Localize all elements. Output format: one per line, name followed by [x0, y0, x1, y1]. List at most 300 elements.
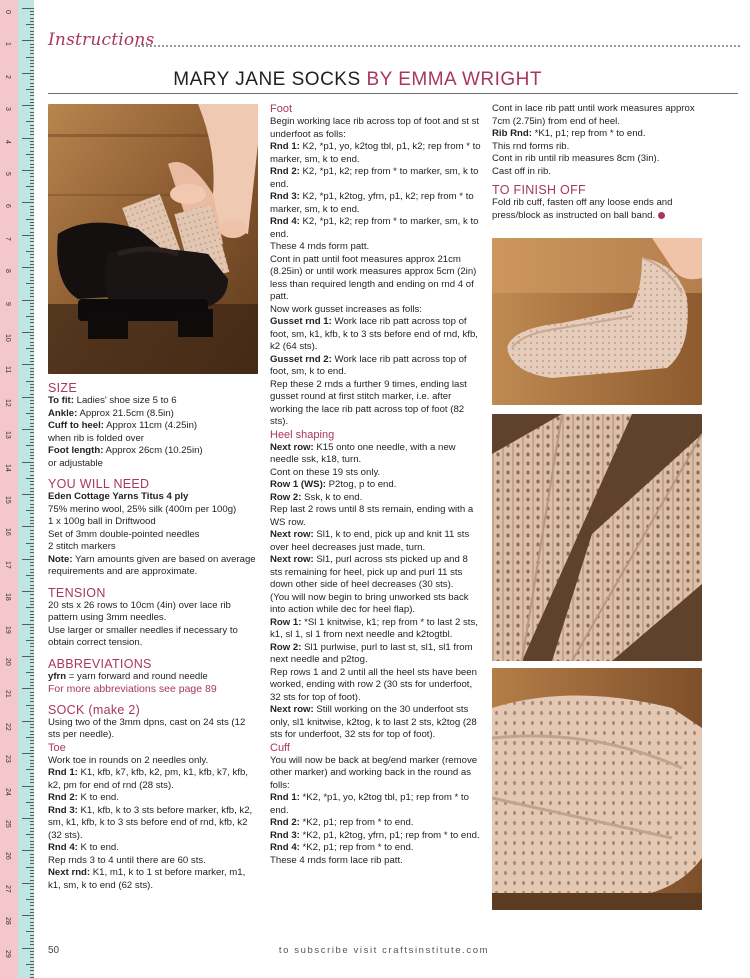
- ruler-tick: [30, 228, 34, 229]
- ruler-tick: [22, 170, 34, 171]
- ruler-tick: [30, 912, 34, 913]
- ruler-tick: [26, 931, 34, 932]
- ruler-tick: [22, 40, 34, 41]
- ruler-tick: [26, 57, 34, 58]
- ruler-tick: [30, 682, 34, 683]
- ruler-tick: [30, 241, 34, 242]
- photo-sock-side-view: [492, 238, 702, 405]
- ruler-tick: [22, 494, 34, 495]
- ruler-tick: [30, 261, 34, 262]
- ruler-number: 23: [4, 755, 11, 763]
- pattern-title: [48, 69, 738, 91]
- ruler-tick: [30, 277, 34, 278]
- ruler-tick: [30, 643, 34, 644]
- ruler-tick: [26, 381, 34, 382]
- ruler-tick: [30, 37, 34, 38]
- ruler-tick: [30, 374, 34, 375]
- column-3: Cont in lace rib patt until work measures approx 7cm (2.75in) from end of heel. Rib Rnd: *K1, p1; rep from * to end. This rnd forms rib. Cont in rib until rib measures 8cm (3in). Cast off in rib. TO FINISH OFF Fold rib cuff, fasten off any loose ends and press/block as instructed on ball band.: [492, 103, 704, 222]
- ruler-tick: [30, 718, 34, 719]
- ruler-tick: [26, 510, 34, 511]
- ruler-tick: [22, 105, 34, 106]
- ruler-tick: [30, 731, 34, 732]
- ruler-tick: [30, 475, 34, 476]
- ruler-tick: [30, 633, 34, 634]
- ruler-tick: [30, 115, 34, 116]
- ruler-tick: [26, 640, 34, 641]
- ruler-tick: [26, 89, 34, 90]
- ruler-tick: [30, 27, 34, 28]
- ruler-number: 13: [4, 431, 11, 439]
- ruler-tick: [30, 83, 34, 84]
- ruler-tick: [30, 335, 34, 336]
- ruler-tick: [30, 902, 34, 903]
- ruler-number: 8: [4, 269, 11, 274]
- ruler-tick: [30, 857, 34, 858]
- ruler-tick: [22, 300, 34, 301]
- ruler-number: 21: [4, 690, 11, 699]
- ruler-tick: [30, 303, 34, 304]
- ruler-tick: [30, 909, 34, 910]
- ruler-number: 3: [4, 107, 11, 112]
- ruler-tick: [30, 270, 34, 271]
- ruler-tick: [30, 66, 34, 67]
- ruler-tick: [30, 432, 34, 433]
- finish-heading: TO FINISH OFF: [492, 183, 586, 197]
- ruler-tick: [30, 394, 34, 395]
- ruler-tick: [30, 416, 34, 417]
- ruler-tick: [30, 588, 34, 589]
- ruler-tick: [30, 776, 34, 777]
- ruler-tick: [30, 552, 34, 553]
- title-author: BY EMMA WRIGHT: [366, 69, 542, 90]
- ruler-tick: [30, 546, 34, 547]
- page-number: 50: [48, 945, 60, 956]
- ruler-number: 5: [4, 172, 11, 176]
- ruler-tick: [22, 883, 34, 884]
- ruler-tick: [26, 834, 34, 835]
- ruler-tick: [26, 251, 34, 252]
- ruler-tick: [30, 782, 34, 783]
- ruler-tick: [30, 669, 34, 670]
- ruler-tick: [30, 617, 34, 618]
- ruler-tick: [30, 238, 34, 239]
- ruler-tick: [30, 407, 34, 408]
- ruler-tick: [30, 880, 34, 881]
- ruler-number: 27: [4, 884, 11, 893]
- ruler-tick: [30, 611, 34, 612]
- ruler-number: 7: [4, 236, 11, 241]
- ruler-tick: [30, 905, 34, 906]
- ruler-tick: [30, 513, 34, 514]
- ruler-tick: [30, 296, 34, 297]
- ruler-tick: [30, 938, 34, 939]
- ruler-tick: [26, 24, 34, 25]
- side-ruler: [0, 0, 34, 978]
- ruler-tick: [30, 95, 34, 96]
- ruler-tick: [22, 73, 34, 74]
- ruler-tick: [30, 18, 34, 19]
- ruler-tick: [30, 578, 34, 579]
- ruler-tick: [30, 164, 34, 165]
- ruler-tick: [22, 397, 34, 398]
- size-heading: SIZE: [48, 381, 77, 395]
- ruler-tick: [30, 711, 34, 712]
- ruler-tick: [30, 31, 34, 32]
- ruler-tick: [22, 235, 34, 236]
- ruler-tick: [30, 134, 34, 135]
- ruler-tick: [30, 361, 34, 362]
- ruler-tick: [22, 656, 34, 657]
- ruler-tick: [30, 922, 34, 923]
- ruler-tick: [26, 964, 34, 965]
- ruler-tick: [30, 692, 34, 693]
- ruler-tick: [30, 562, 34, 563]
- ruler-tick: [22, 364, 34, 365]
- ruler-tick: [26, 316, 34, 317]
- ruler-tick: [30, 812, 34, 813]
- ruler-tick: [30, 471, 34, 472]
- toe-heading: Toe: [48, 741, 66, 754]
- ruler-tick: [30, 86, 34, 87]
- ruler-tick: [30, 254, 34, 255]
- ruler-tick: [30, 659, 34, 660]
- ruler-tick: [30, 941, 34, 942]
- ruler-tick: [30, 530, 34, 531]
- ruler-tick: [30, 102, 34, 103]
- ruler-tick: [30, 76, 34, 77]
- ruler-tick: [30, 886, 34, 887]
- ruler-tick: [30, 896, 34, 897]
- ruler-tick: [30, 662, 34, 663]
- ruler-tick: [30, 824, 34, 825]
- ruler-tick: [30, 653, 34, 654]
- ruler-tick: [30, 34, 34, 35]
- ruler-tick: [30, 630, 34, 631]
- ruler-tick: [26, 575, 34, 576]
- ruler-tick: [30, 345, 34, 346]
- ruler-tick: [30, 290, 34, 291]
- ruler-tick: [30, 468, 34, 469]
- ruler-number: 17: [4, 560, 11, 569]
- ruler-tick: [30, 488, 34, 489]
- ruler-tick: [30, 309, 34, 310]
- sock-heading: SOCK (make 2): [48, 702, 141, 717]
- ruler-tick: [30, 957, 34, 958]
- ruler-tick: [30, 44, 34, 45]
- ruler-number: 28: [4, 917, 11, 925]
- ruler-tick: [30, 536, 34, 537]
- ruler-tick: [30, 338, 34, 339]
- ruler-tick: [30, 403, 34, 404]
- ruler-tick: [30, 180, 34, 181]
- ruler-tick: [30, 141, 34, 142]
- tension-heading: TENSION: [48, 585, 106, 600]
- ruler-tick: [30, 484, 34, 485]
- ruler-tick: [30, 847, 34, 848]
- ruler-tick: [30, 358, 34, 359]
- ruler-tick: [26, 478, 34, 479]
- ruler-tick: [30, 14, 34, 15]
- ruler-tick: [30, 795, 34, 796]
- ruler-tick: [30, 423, 34, 424]
- ruler-tick: [30, 193, 34, 194]
- ruler-tick: [30, 151, 34, 152]
- ruler-tick: [30, 724, 34, 725]
- ruler-number: 29: [4, 949, 11, 958]
- ruler-tick: [30, 176, 34, 177]
- ruler-tick: [26, 802, 34, 803]
- ruler-tick: [30, 183, 34, 184]
- ruler-tick: [30, 419, 34, 420]
- ruler-number: 15: [4, 496, 11, 504]
- ruler-tick: [30, 870, 34, 871]
- ruler-tick: [22, 462, 34, 463]
- ruler-tick: [30, 232, 34, 233]
- ruler-tick: [22, 8, 34, 9]
- ruler-tick: [30, 53, 34, 54]
- title-divider: [48, 93, 738, 94]
- ruler-tick: [26, 348, 34, 349]
- ruler-tick: [30, 876, 34, 877]
- ruler-tick: [30, 70, 34, 71]
- ruler-tick: [30, 747, 34, 748]
- ruler-tick: [26, 867, 34, 868]
- ruler-number: 24: [4, 787, 11, 796]
- ruler-tick: [30, 614, 34, 615]
- ruler-tick: [30, 322, 34, 323]
- ruler-tick: [30, 449, 34, 450]
- ruler-tick: [30, 961, 34, 962]
- ruler-tick: [30, 209, 34, 210]
- column-1: SIZE To fit: Ladies' shoe size 5 to 6 Ankle: Approx 21.5cm (8.5in) Cuff to heel: Approx 11cm (4.25in) when rib is folded over Foot length: Approx 26cm (10.25in) or adjustable YOU WILL NEED Eden Cottage Yarns Titus 4 ply 75% merino wool, 25% silk (400m per 100g) 1 x 100g ball in Driftwood Set of 3mm double-pointed needles 2 stitch markers Note: Yarn amounts given are based on average requirements and are approximate. TENSION 20 sts x 26 rows to 10cm (4in) over lace rib pattern using 3mm needles. Use larger or smaller needles if necessary to obtain correct tension. ABBREVIATIONS yfrn = yarn forward and round needle For more abbreviations see page 89 SOCK (make 2) Using two of the 3mm dpns, cast on 24 sts (12 sts per needle). Toe Work toe in rounds on 2 needles only. Rnd 1: K1, kfb, k7, kfb, k2, pm, k1, kfb, k7, kfb, k2, pm for end of rnd (28 sts). Rnd 2: K to end. Rnd 3: K1, kfb, k to 3 sts before marker, kfb, k2, sm, k1, kfb, k to 3 sts before end of rnd, kfb, k2 (32 sts). Rnd 4: K to end. Rep rnds 3 to 4 until there are 60 sts. Next rnd: K1, m1, k to 1 st before marker, m1, k1, sm, k to end (62 sts).: [48, 381, 258, 892]
- ruler-tick: [30, 387, 34, 388]
- ruler-tick: [30, 63, 34, 64]
- ruler-number: 14: [4, 463, 11, 472]
- ruler-tick: [30, 264, 34, 265]
- ruler-tick: [22, 624, 34, 625]
- ruler-tick: [22, 915, 34, 916]
- ruler-tick: [30, 893, 34, 894]
- ruler-tick: [30, 523, 34, 524]
- ruler-tick: [22, 202, 34, 203]
- ruler-tick: [30, 280, 34, 281]
- ruler-tick: [30, 935, 34, 936]
- ruler-tick: [30, 637, 34, 638]
- ruler-tick: [30, 371, 34, 372]
- ruler-tick: [30, 118, 34, 119]
- ruler-number: 2: [4, 74, 11, 79]
- ruler-tick: [30, 21, 34, 22]
- ruler-tick: [30, 549, 34, 550]
- ruler-tick: [26, 154, 34, 155]
- ruler-tick: [26, 737, 34, 738]
- ruler-tick: [26, 121, 34, 122]
- ruler-tick: [22, 429, 34, 430]
- ruler-tick: [30, 925, 34, 926]
- foot-heading: Foot: [270, 103, 293, 115]
- ruler-tick: [30, 808, 34, 809]
- ruler-tick: [30, 125, 34, 126]
- ruler-tick: [30, 400, 34, 401]
- ruler-tick: [30, 799, 34, 800]
- ruler-tick: [30, 390, 34, 391]
- ruler-tick: [30, 306, 34, 307]
- ruler-number: 10: [4, 334, 11, 342]
- ruler-tick: [30, 701, 34, 702]
- ruler-number: 6: [4, 204, 11, 209]
- ruler-tick: [30, 805, 34, 806]
- ruler-tick: [22, 753, 34, 754]
- ruler-tick: [22, 559, 34, 560]
- ruler-tick: [30, 685, 34, 686]
- ruler-tick: [22, 786, 34, 787]
- ruler-tick: [30, 815, 34, 816]
- ruler-tick: [30, 533, 34, 534]
- ruler-tick: [30, 679, 34, 680]
- ruler-number: 22: [4, 722, 11, 731]
- ruler-tick: [30, 160, 34, 161]
- ruler-tick: [30, 841, 34, 842]
- ruler-tick: [30, 620, 34, 621]
- ruler-tick: [30, 355, 34, 356]
- ruler-tick: [30, 889, 34, 890]
- ruler-tick: [30, 442, 34, 443]
- ruler-tick: [30, 821, 34, 822]
- photo-lace-closeup: [492, 414, 702, 661]
- end-marker-icon: [658, 212, 665, 219]
- ruler-tick: [30, 47, 34, 48]
- ruler-tick: [30, 225, 34, 226]
- ruler-tick: [30, 967, 34, 968]
- ruler-tick: [30, 789, 34, 790]
- abbreviations-heading: ABBREVIATIONS: [48, 656, 152, 671]
- ruler-number: 11: [4, 366, 11, 374]
- ruler-tick: [30, 854, 34, 855]
- ruler-tick: [26, 672, 34, 673]
- ruler-tick: [30, 974, 34, 975]
- ruler-tick: [22, 332, 34, 333]
- ruler-tick: [30, 248, 34, 249]
- ruler-tick: [30, 760, 34, 761]
- ruler-tick: [30, 727, 34, 728]
- ruler-tick: [30, 196, 34, 197]
- ruler-tick: [30, 92, 34, 93]
- ruler-tick: [30, 500, 34, 501]
- ruler-number: 20: [4, 658, 11, 666]
- ruler-tick: [30, 695, 34, 696]
- ruler-tick: [30, 173, 34, 174]
- ruler-tick: [30, 581, 34, 582]
- ruler-tick: [30, 293, 34, 294]
- ruler-tick: [26, 219, 34, 220]
- ruler-tick: [30, 779, 34, 780]
- ruler-tick: [30, 368, 34, 369]
- ruler-tick: [30, 714, 34, 715]
- ruler-tick: [30, 313, 34, 314]
- ruler-tick: [30, 455, 34, 456]
- ruler-number: 25: [4, 820, 11, 828]
- ruler-tick: [30, 873, 34, 874]
- column-2: Foot Begin working lace rib across top of foot and st st underfoot as folls: Rnd 1: K2, *p1, yo, k2tog tbl, p1, k2; rep from * to marker, sm, k to end. Rnd 2: K2, *p1, k2; rep from * to marker, sm, k to end. Rnd 3: K2, *p1, k2tog, yfrn, p1, k2; rep from * to marker, sm, k to end. Rnd 4: K2, *p1, k2; rep from * to marker, sm, k to end. These 4 rnds form patt. Cont in patt until foot measures approx 21cm (8.25in) or until work measures approx 5cm (2in) less than required length and ending on rnd 4 of patt. Now work gusset increases as folls: Gusset rnd 1: Work lace rib patt across top of foot, sm, k1, kfb, k to 3 sts before end of rnd, kfb, k2 (64 sts). Gusset rnd 2: Work lace rib patt across top of foot, sm, k to end. Rep these 2 rnds a further 9 times, ending last gusset round at first stitch marker, i.e. after working the lace rib patt across top of foot (82 sts). Heel shaping Next row: K15 onto one needle, with a new needle ssk, k18, turn. Cont on these 19 sts only. Row 1 (WS): P2tog, p to end. Row 2: Ssk, k to end. Rep last 2 rows until 8 sts remain, ending with a WS row. Next row: Sl1, k to end, pick up and knit 11 sts over heel decreases just made, turn. Next row: Sl1, purl across sts picked up and 8 sts remaining for heel, pick up and purl 11 sts down other side of heel decreases (30 sts). (You will now begin to bring unworked sts back into action while dec for heel flap). Row 1: *Sl 1 knitwise, k1; rep from * to last 2 sts, k1, sl 1, sl 1 from next needle and k2togtbl. Row 2: Sl1 purlwise, purl to last st, sl1, sl1 from next needle and p2tog. Rep rows 1 and 2 until all the heel sts have been worked, ending with row 2 (30 sts for underfoot, 32 sts for top of foot). Next row: Still working on the 30 underfoot sts only, sl1 knitwise, k2tog, k to last 2 sts, k2tog (28 sts for underfoot, 32 sts for top of foot). Cuff You will now be back at beg/end marker (remove other marker) and working back in the round as folls: Rnd 1: *K2, *p1, yo, k2tog tbl, p1; rep from * to end. Rnd 2: *K2, p1; rep from * to end. Rnd 3: *K2, p1, k2tog, yfrn, p1; rep from * to end. Rnd 4: *K2, p1; rep from * to end. These 4 rnds form lace rib patt.: [270, 103, 481, 866]
- ruler-tick: [30, 675, 34, 676]
- ruler-tick: [30, 157, 34, 158]
- ruler-tick: [30, 594, 34, 595]
- ruler-tick: [30, 60, 34, 61]
- ruler-tick: [30, 556, 34, 557]
- ruler-tick: [30, 698, 34, 699]
- ruler-tick: [30, 426, 34, 427]
- ruler-number: 0: [4, 10, 11, 14]
- ruler-tick: [30, 329, 34, 330]
- heel-heading: Heel shaping: [270, 428, 335, 441]
- ruler-tick: [30, 740, 34, 741]
- ruler-tick: [30, 50, 34, 51]
- ruler-tick: [30, 458, 34, 459]
- ruler-tick: [30, 410, 34, 411]
- ruler-tick: [30, 384, 34, 385]
- ruler-tick: [30, 377, 34, 378]
- ruler-tick: [30, 860, 34, 861]
- ruler-tick: [30, 351, 34, 352]
- ruler-tick: [30, 517, 34, 518]
- ruler-number: 19: [4, 625, 11, 634]
- ruler-tick: [30, 287, 34, 288]
- ruler-tick: [30, 666, 34, 667]
- ruler-tick: [30, 144, 34, 145]
- ruler-tick: [22, 721, 34, 722]
- ruler-tick: [30, 79, 34, 80]
- ruler-tick: [26, 445, 34, 446]
- ruler-tick: [30, 970, 34, 971]
- ruler-tick: [30, 918, 34, 919]
- ruler-tick: [30, 572, 34, 573]
- ruler-tick: [30, 837, 34, 838]
- ruler-tick: [26, 283, 34, 284]
- ruler-tick: [30, 147, 34, 148]
- ruler-tick: [30, 167, 34, 168]
- ruler-tick: [30, 108, 34, 109]
- ruler-tick: [22, 138, 34, 139]
- ruler-tick: [30, 520, 34, 521]
- subscribe-footer[interactable]: to subscribe visit craftsinstitute.com: [278, 945, 490, 956]
- ruler-tick: [30, 274, 34, 275]
- abbreviations-link[interactable]: For more abbreviations see page 89: [48, 683, 217, 695]
- ruler-tick: [22, 267, 34, 268]
- ruler-number: 9: [4, 301, 11, 306]
- ruler-tick: [30, 131, 34, 132]
- ruler-tick: [30, 565, 34, 566]
- ruler-tick: [22, 688, 34, 689]
- ruler-tick: [30, 750, 34, 751]
- ruler-tick: [22, 591, 34, 592]
- ruler-tick: [30, 743, 34, 744]
- ruler-tick: [30, 598, 34, 599]
- ruler-number: 18: [4, 593, 11, 601]
- ruler-tick: [22, 818, 34, 819]
- ruler-tick: [30, 326, 34, 327]
- ruler-tick: [30, 215, 34, 216]
- ruler-tick: [22, 526, 34, 527]
- ruler-tick: [30, 507, 34, 508]
- ruler-tick: [30, 212, 34, 213]
- ruler-tick: [30, 585, 34, 586]
- ruler-tick: [30, 452, 34, 453]
- ruler-tick: [30, 708, 34, 709]
- ruler-tick: [30, 245, 34, 246]
- ruler-tick: [30, 734, 34, 735]
- ruler-tick: [30, 569, 34, 570]
- ruler-tick: [30, 831, 34, 832]
